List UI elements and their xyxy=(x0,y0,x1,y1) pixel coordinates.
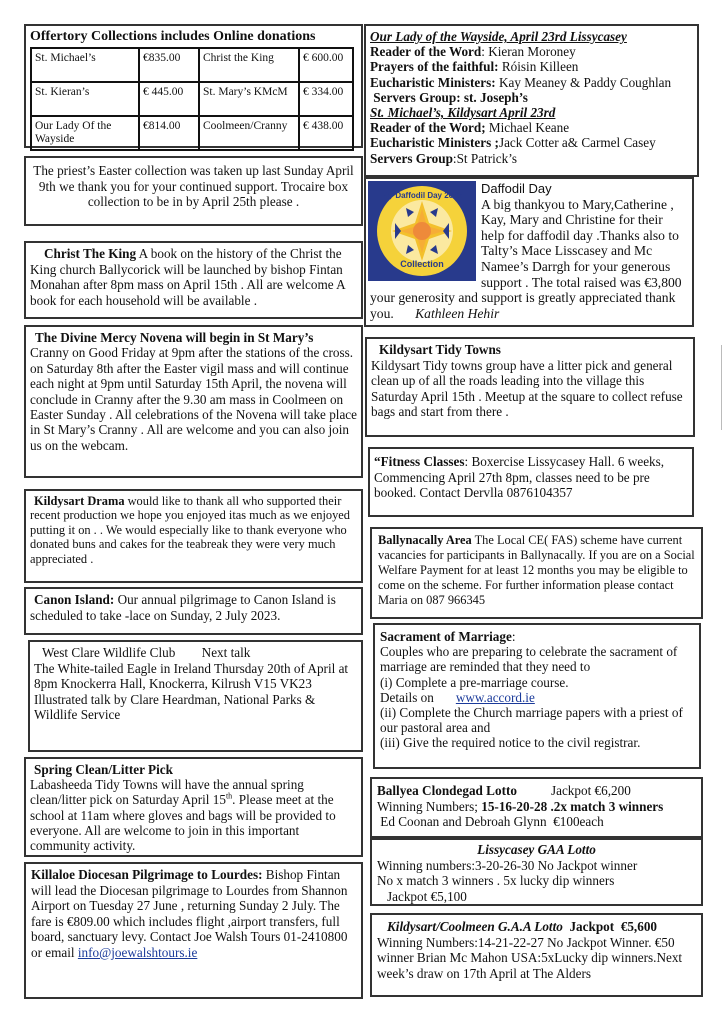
marriage-intro: Couples who are preparing to celebrate the sacrament of marriage are reminded that they need to xyxy=(380,644,678,675)
daffodil-body: A big thankyou to Mary,Catherine , Kay, Mary and Christine for their help for daffodil day .Thanks also to Talty’s Mace Lisscasey and Mc Namee’s Darrgh for your generous support . The total raised was €3,800 your generosity and support is greatly appreciated thank you. xyxy=(370,196,682,321)
lourdes-box xyxy=(24,862,363,999)
christ-the-king-title: Christ The King xyxy=(44,246,137,261)
marriage-title: Sacrament of Marriage xyxy=(380,629,512,644)
spring-clean-text-a: Labasheeda Tidy Towns will have the annual spring clean/litter pick on Saturday April 15 xyxy=(30,777,304,808)
table-row xyxy=(31,82,353,116)
rota-value: : Kieran Moroney xyxy=(481,44,576,60)
marriage-colon: : xyxy=(511,629,516,644)
tidy-towns-text: Kildysart Tidy towns group have a litter pick and general clean up of all the roads leading into the village this Saturday April 15th . Meetup at the square to collect refuse bags and start from there . xyxy=(371,357,683,420)
kildysart-lotto-heading xyxy=(377,919,696,935)
drama-title: Kildysart Drama xyxy=(34,494,125,508)
table-cell: € 334.00 xyxy=(299,82,353,116)
wildlife-box xyxy=(28,640,363,752)
lourdes-text: Bishop Fintan will lead the Diocesan pilgrimage to Lourdes from Shannon Airport on Tuesday 27 June , returning Sunday 2 July. The fare is €809.00 which includes flight ,airport transfers, full board, sanctuary levy. Contact Joe Walsh Tours 01-2410800 or email xyxy=(31,867,348,960)
marriage-box xyxy=(373,623,701,769)
lissycasey-lotto-box xyxy=(370,838,703,906)
fitness-title: “Fitness Classes xyxy=(374,454,465,469)
ballynacally-box xyxy=(370,527,703,619)
rota-heading-st-michaels: St. Michael’s, Kildysart April 23rd xyxy=(370,105,556,121)
ballynacally-text: The Local CE( FAS) scheme have current vacancies for participants in Ballynacally. If you are on a Social Welfare Payment for at least 12 months you may be eligible to come on the scheme. For further information please contact Maria on 087 966345 xyxy=(378,533,695,607)
kildysart-lotto-title: Kildysart/Coolmeen G.A.A Lotto xyxy=(387,919,563,934)
marriage-step3: (iii) Give the required notice to the civil registrar. xyxy=(380,735,641,751)
rota-line xyxy=(370,75,693,90)
table-row xyxy=(31,48,353,82)
drama-box xyxy=(24,489,363,583)
rota-box xyxy=(364,24,699,177)
ballyea-lotto-winners: Ed Coonan and Debroah Glynn €100each xyxy=(377,814,604,830)
rota-line xyxy=(370,120,693,135)
lissycasey-lotto-line2: No x match 3 winners . 5x lucky dip winners xyxy=(377,873,615,889)
rota-label: Reader of the Word xyxy=(370,44,482,60)
rota-servers: Servers Group: st. Joseph’s xyxy=(370,89,528,105)
daffodil-signature: Kathleen Hehir xyxy=(415,305,500,321)
wildlife-line2: The White-tailed Eagle in Ireland Thursday 20th of April at 8pm Knockerra Hall, Knockerra, Kilrush V15 VK23 xyxy=(34,660,349,692)
marriage-details xyxy=(380,690,694,705)
table-cell: St. Michael’s xyxy=(31,48,139,82)
lissycasey-lotto-line1: Winning numbers:3-20-26-30 No Jackpot winner xyxy=(377,857,638,873)
rota-value: :St Patrick’s xyxy=(452,150,518,166)
kildysart-lotto-box xyxy=(370,913,703,997)
spring-clean-title: Spring Clean/Litter Pick xyxy=(34,762,173,777)
fitness-text: : Boxercise Lissycasey Hall. 6 weeks, Commencing April 27th 8pm, classes need to be pre booked. Contact Dervlla 0876104357 xyxy=(374,454,665,501)
fitness-box xyxy=(368,447,694,517)
canon-island-text: Our annual pilgrimage to Canon Island is scheduled to take -lace on Sunday, 2 July 2023. xyxy=(30,592,336,623)
table-cell: € 438.00 xyxy=(299,116,353,150)
priests-collection-text: The priest’s Easter collection was taken up last Sunday April 9th we thank you for your continued support. Trocaire box collection to be in by April 25th please . xyxy=(33,163,354,210)
lissycasey-lotto-line3: Jackpot €5,100 xyxy=(387,888,467,904)
rota-line xyxy=(370,151,693,166)
table-cell: €835.00 xyxy=(139,48,199,82)
daffodil-box xyxy=(364,177,694,327)
daffodil-logo xyxy=(368,181,476,281)
rota-value: Róisin Killeen xyxy=(498,59,579,75)
rota-line xyxy=(370,59,693,74)
divine-mercy-title: The Divine Mercy Novena will begin in St Mary’s xyxy=(35,330,314,345)
table-cell: €814.00 xyxy=(139,116,199,150)
marriage-details-label: Details on xyxy=(380,689,434,705)
offertory-title: Offertory Collections includes Online donations xyxy=(30,29,316,44)
table-cell: Christ the King xyxy=(199,48,299,82)
rota-value: Michael Keane xyxy=(485,120,570,136)
christ-the-king-text: A book on the history of the Christ the King church Ballycorick will be launched by bishop Fintan Monahan after 8pm mass on April 15th . All are welcome A book for each household will be available . xyxy=(30,246,345,308)
accord-link[interactable]: www.accord.ie xyxy=(455,689,535,705)
marriage-step1: (i) Complete a pre-marriage course. xyxy=(380,674,569,690)
kildysart-lotto-text: Winning Numbers:14-21-22-27 No Jackpot Winner. €50 winner Brian Mc Mahon USA:5xLucky dip winners.Next week’s draw on 17th April at The Alders xyxy=(377,934,683,981)
table-row xyxy=(31,116,353,150)
ballynacally-title: Ballynacally Area xyxy=(378,533,472,547)
rota-label: Reader of the Word; xyxy=(370,120,486,136)
ballyea-lotto-heading xyxy=(377,783,696,799)
spring-clean-sup: th xyxy=(225,792,233,802)
table-cell: € 445.00 xyxy=(139,82,199,116)
spring-clean-text-b: . Please meet at the school at 11am where gloves and bags will be provided to everyone. All are welcome to join in this important community activity. xyxy=(30,792,336,854)
ballyea-numbers-label: Winning Numbers; xyxy=(377,798,482,814)
spring-clean-box xyxy=(24,757,363,857)
wildlife-line1: West Clare Wildlife Club Next talk xyxy=(42,645,251,660)
wildlife-line3: Illustrated talk by Clare Heardman, National Parks & Wildlife Service xyxy=(34,691,316,723)
priests-collection-box xyxy=(24,156,363,226)
ballyea-lotto-numbers xyxy=(377,799,696,815)
marriage-step2: (ii) Complete the Church marriage papers with a priest of our pastoral area and xyxy=(380,705,683,736)
page-edge-mark xyxy=(721,345,722,430)
rota-label: Servers Group xyxy=(370,150,453,166)
daffodil-logo-bottom-text: Collection xyxy=(400,259,444,269)
canon-island-box xyxy=(24,587,363,635)
rota-line xyxy=(370,135,693,150)
rota-value: Jack Cotter a& Carmel Casey xyxy=(498,135,656,151)
divine-mercy-box xyxy=(24,325,363,478)
marriage-heading xyxy=(380,629,694,644)
drama-text: would like to thank all who supported their recent production we hope you enjoyed itas much as we enjoyed putting it on . . We would especially like to thank everyone who donated buns and cakes for the teabreak they were very much appreciated . xyxy=(30,494,350,566)
offertory-box xyxy=(24,24,363,148)
table-cell: € 600.00 xyxy=(299,48,353,82)
table-cell: Our Lady Of the Wayside xyxy=(31,116,139,150)
table-cell: St. Kieran’s xyxy=(31,82,139,116)
ballyea-lotto-title: Ballyea Clondegad Lotto xyxy=(377,783,517,798)
offertory-table xyxy=(30,47,354,151)
rota-heading-wayside: Our Lady of the Wayside, April 23rd Lissycasey xyxy=(370,29,627,44)
ballyea-lotto-box xyxy=(370,777,703,838)
divine-mercy-text: Cranny on Good Friday at 9pm after the stations of the cross. on Saturday 8th after the Easter vigil mass and will continue each night at 9pm until Saturday 15th April, the novena will conclude in Cranny after the 9.30 am mass in Coolmeen on Easter Sunday . All celebrations of the Novena will take place in St Mary’s Cranny . All are welcome and you can also join us on the webcam. xyxy=(30,345,358,453)
rota-label: Eucharistic Ministers ; xyxy=(370,135,499,151)
daffodil-title: Daffodil Day xyxy=(481,181,552,196)
tidy-towns-title: Kildysart Tidy Towns xyxy=(379,342,501,357)
christ-the-king-box xyxy=(24,241,363,319)
kildysart-lotto-jackpot: Jackpot €5,600 xyxy=(562,919,658,934)
canon-island-title: Canon Island: xyxy=(34,592,115,607)
daffodil-logo-top-text: My Daffodil Day 2023 xyxy=(381,191,463,200)
tidy-towns-box xyxy=(365,337,695,437)
lourdes-title: Killaloe Diocesan Pilgrimage to Lourdes: xyxy=(31,867,263,882)
rota-value: Kay Meaney & Paddy Coughlan xyxy=(495,74,672,90)
rota-line xyxy=(370,44,693,59)
ballyea-numbers-value: 15-16-20-28 .2x match 3 winners xyxy=(481,798,664,814)
lissycasey-lotto-title: Lissycasey GAA Lotto xyxy=(477,842,596,857)
rota-label: Prayers of the faithful: xyxy=(370,59,499,75)
table-cell: Coolmeen/Cranny xyxy=(199,116,299,150)
lourdes-email-link[interactable]: info@joewalshtours.ie xyxy=(77,944,198,960)
table-cell: St. Mary’s KMcM xyxy=(199,82,299,116)
rota-label: Eucharistic Ministers: xyxy=(370,74,496,90)
ballyea-lotto-jackpot: Jackpot €6,200 xyxy=(550,783,631,798)
